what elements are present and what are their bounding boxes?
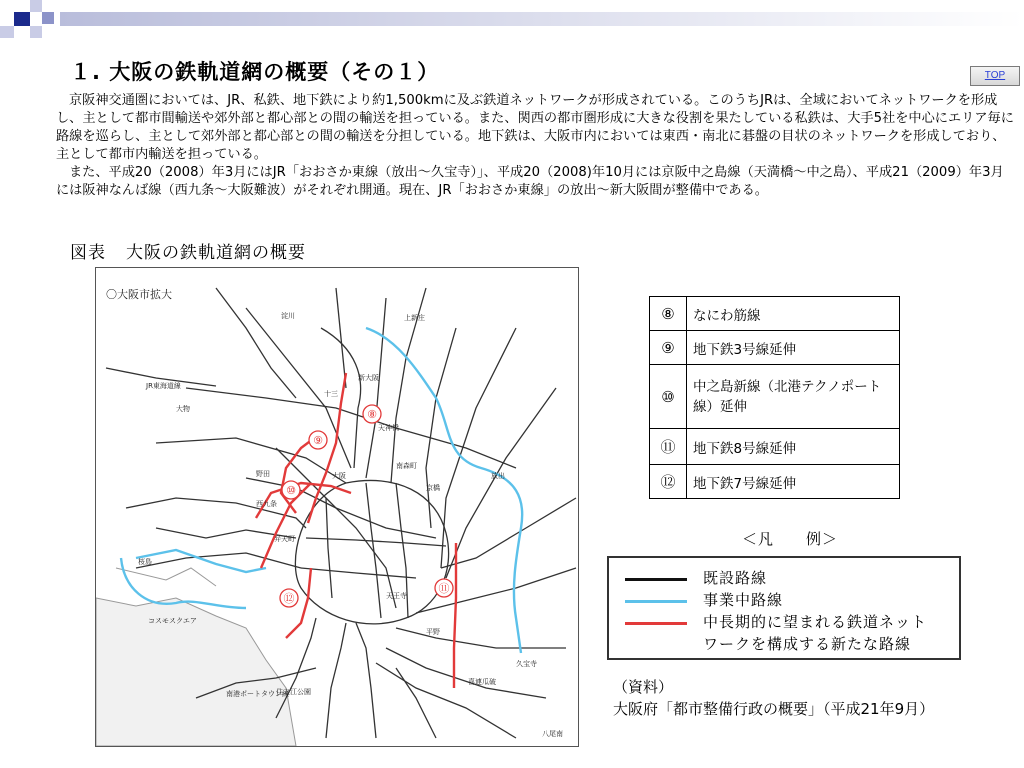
source-text: 大阪府「都市整備行政の概要」（平成21年9月） <box>613 700 935 718</box>
map-label: 十三 <box>324 390 338 398</box>
map-label: 大阪 <box>332 472 346 480</box>
legend-item-existing <box>609 568 959 590</box>
legend-item-future <box>609 612 959 634</box>
page-title: １. 大阪の鉄軌道網の概要（その１） <box>70 60 440 84</box>
map-label: 住之江公園 <box>276 688 311 696</box>
figure-caption: 大阪の鉄軌道網の概要 <box>126 243 306 263</box>
paragraph-1: 京阪神交通圏においては、JR、私鉄、地下鉄により約1,500kmに及ぶ鉄道ネットワークが形成されている。このうちJRは、全域においてネットワークを形成し、主として都市間輸送や郊外部と都心部との間の輸送を担っている。また、関西の都市圏形成に大きな役割を果たしている私鉄は、大手5社を中心にエリア毎に路線を巡らし、主として郊外部と都心部との間の輸送を分担している。地下鉄は、大阪市内においては東西・南北に碁盤の目状のネットワークを形成しており、主として都市内輸送を担っている。 <box>56 93 1014 162</box>
map-label: 新大阪 <box>358 374 379 382</box>
railway-map-graphic <box>96 268 578 746</box>
route-number: ⑩ <box>650 365 687 429</box>
route-marker-11: ⑪ <box>438 582 450 595</box>
figure-label: 図表 <box>70 243 106 263</box>
route-name: 中之島新線（北港テクノポート線）延伸 <box>687 365 900 429</box>
map-label: 西九条 <box>256 500 277 508</box>
map-label: 喜連瓜破 <box>468 678 496 686</box>
route-marker-10: ⑩ <box>286 484 296 497</box>
figure-title <box>70 238 306 263</box>
header-decoration <box>0 0 1024 40</box>
map-label: 天神橋 <box>378 424 399 432</box>
route-name: なにわ筋線 <box>687 297 900 331</box>
legend-item-planned <box>609 590 959 612</box>
route-marker-9: ⑨ <box>313 434 323 447</box>
map-label: 天王寺 <box>386 592 407 600</box>
map-label: 平野 <box>426 628 440 636</box>
legend-swatch <box>625 622 687 625</box>
paragraph-2: また、平成20（2008）年3月にはJR「おおさか東線（放出～久宝寺）」、平成20（2008)年10月には京阪中之島線（天満橋～中之島）、平成21（2009）年3月には阪神なんば線（西九条～大阪難波）がそれぞれ開通。現在、JR「おおさか東線」の放出～新大阪間が整備中である。 <box>56 165 1004 198</box>
route-number: ⑨ <box>650 331 687 365</box>
route-name: 地下鉄7号線延伸 <box>687 465 900 499</box>
route-marker-12: ⑫ <box>283 592 295 605</box>
route-marker-8: ⑧ <box>367 408 377 421</box>
table-row <box>650 297 900 331</box>
map-inset-label: 〇大阪市拡大 <box>106 288 172 301</box>
map-label: 弁天町 <box>274 535 295 543</box>
map-label: 八尾南 <box>542 730 563 738</box>
legend-heading: ＜凡 例＞ <box>742 530 839 548</box>
legend-label: ワークを構成する新たな路線 <box>703 635 912 653</box>
map-label: 大物 <box>176 405 190 413</box>
route-name: 地下鉄3号線延伸 <box>687 331 900 365</box>
map-label: コスモスクエア <box>148 617 197 625</box>
map-label: 野田 <box>256 470 270 478</box>
top-link-button[interactable]: TOP <box>970 66 1020 86</box>
route-number: ⑪ <box>650 429 687 465</box>
route-number: ⑫ <box>650 465 687 499</box>
legend-label: 既設路線 <box>703 569 768 587</box>
route-name: 地下鉄8号線延伸 <box>687 429 900 465</box>
table-row <box>650 465 900 499</box>
map-label: 淀川 <box>281 312 295 320</box>
map-label: JR東海道線 <box>146 382 181 390</box>
map-label: 上新庄 <box>404 314 425 322</box>
source-label: （資料） <box>613 678 674 696</box>
railway-map <box>95 267 579 747</box>
legend-box <box>607 556 961 660</box>
legend-label: 事業中路線 <box>703 591 784 609</box>
legend-label: 中長期的に望まれる鉄道ネット <box>703 613 928 631</box>
map-label: 南森町 <box>396 462 417 470</box>
map-label: 放出 <box>491 472 505 480</box>
table-row <box>650 331 900 365</box>
legend-swatch <box>625 578 687 581</box>
table-row <box>650 365 900 429</box>
route-number: ⑧ <box>650 297 687 331</box>
table-row <box>650 429 900 465</box>
map-label: 南港ポートタウン線 <box>226 690 289 698</box>
map-label: 京橋 <box>426 484 440 492</box>
legend-item-future-cont <box>609 634 959 656</box>
map-label: 久宝寺 <box>516 660 537 668</box>
map-label: 桜島 <box>138 558 152 566</box>
source-note <box>613 676 934 720</box>
legend-swatch <box>625 600 687 603</box>
body-text <box>56 92 1016 200</box>
route-table <box>649 296 900 499</box>
